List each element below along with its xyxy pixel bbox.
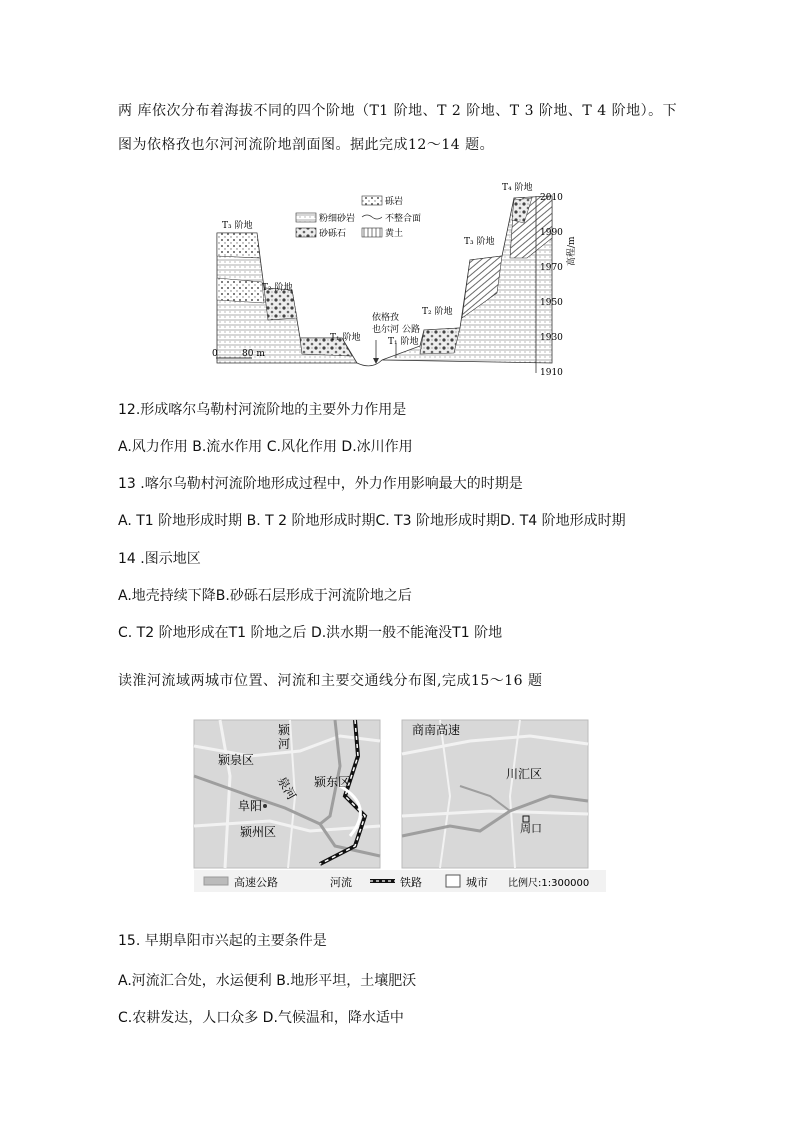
- intro-maps: 读淮河流域两城市位置、河流和主要交通线分布图,完成15～16 题: [118, 673, 543, 689]
- tick-1970: 1970: [540, 263, 563, 273]
- map-label-quanhe: 泉河: [274, 774, 299, 803]
- label-t1-right: T₁ 阶地: [388, 337, 419, 347]
- axis-label-elevation: 高程/m: [567, 236, 577, 266]
- intro-line-1: 两 库依次分布着海拔不同的四个阶地（T1 阶地、T 2 阶地、T 3 阶地、T 4 阶地）。下: [118, 103, 678, 119]
- map-label-he: 河: [278, 737, 291, 751]
- tick-1910: 1910: [540, 368, 563, 378]
- legend-railway: 铁路: [400, 876, 422, 889]
- city-maps-figure: [190, 716, 610, 894]
- question-15-options-2: C.农耕发达，人口众多 D.气候温和，降水适中: [118, 1010, 404, 1026]
- zhoukou-map: [402, 720, 588, 868]
- legend-loess: 黄土: [385, 229, 404, 239]
- question-12: 12.形成喀尔乌勒村河流阶地的主要外力作用是: [118, 402, 407, 418]
- question-14-options-2: C. T2 阶地形成在T1 阶地之后 D.洪水期一般不能淹没T1 阶地: [118, 625, 503, 641]
- question-15-options-1: A.河流汇合处，水运便利 B.地形平坦，土壤肥沃: [118, 973, 417, 989]
- label-river-name-2: 也尔河: [372, 325, 400, 335]
- question-15: 15. 早期阜阳市兴起的主要条件是: [118, 933, 327, 949]
- question-14-options-1: A.地壳持续下降B.砂砾石层形成于河流阶地之后: [118, 588, 412, 604]
- legend-city: 城市: [466, 876, 488, 889]
- question-13: 13 .喀尔乌勒村河流阶地形成过程中，外力作用影响最大的时期是: [118, 476, 523, 492]
- scale-zero: 0: [212, 349, 218, 359]
- map-label-yingdong: 颍东区: [314, 775, 351, 789]
- map-legend: [194, 870, 606, 892]
- map-label-yingquan: 颍泉区: [218, 753, 255, 767]
- label-t3-left: T₃ 阶地: [222, 221, 253, 231]
- question-12-options: A.风力作用 B.流水作用 C.风化作用 D.冰川作用: [118, 439, 413, 455]
- map-label-chuanhui: 川汇区: [506, 767, 543, 781]
- tick-1990: 1990: [540, 228, 563, 238]
- legend-gravel-rock: 砾岩: [385, 197, 404, 207]
- label-t1-left: T₁ 阶地: [330, 333, 361, 343]
- scale-length: 80 m: [242, 349, 265, 359]
- question-14: 14 .图示地区: [118, 551, 201, 567]
- label-road: 公路: [402, 325, 421, 335]
- tick-1950: 1950: [540, 298, 563, 308]
- map-label-fuyang: 阜阳: [238, 799, 263, 813]
- legend-silt-sandstone: 粉细砂岩: [319, 214, 356, 224]
- question-13-options: A. T1 阶地形成时期 B. T 2 阶地形成时期C. T3 阶地形成时期D. T4 阶地形成时期: [118, 513, 626, 529]
- legend-scale: 比例尺:1:300000: [508, 878, 590, 889]
- terrace-profile-figure: [202, 178, 580, 378]
- label-t2-left: T₂ 阶地: [262, 283, 293, 293]
- legend-river: 河流: [330, 876, 352, 889]
- legend-sand-gravel: 砂砾石: [319, 229, 347, 239]
- tick-2010: 2010: [540, 193, 563, 203]
- label-t3-right: T₃ 阶地: [464, 237, 495, 247]
- label-t4-right: T₄ 阶地: [502, 183, 533, 193]
- label-t2-right: T₂ 阶地: [422, 307, 453, 317]
- tick-1930: 1930: [540, 333, 563, 343]
- map-label-zhoukou: 周口: [520, 822, 542, 835]
- intro-line-2: 图为依格孜也尔河河流阶地剖面图。据此完成12～14 题。: [118, 137, 495, 153]
- fuyang-map: [194, 720, 380, 868]
- label-river-name-1: 依格孜: [372, 313, 400, 323]
- legend-unconformity: 不整合面: [385, 214, 422, 224]
- map-label-ying: 颍: [278, 723, 291, 737]
- map-label-yingzhou: 颍州区: [240, 825, 277, 839]
- legend-highway: 高速公路: [234, 876, 278, 889]
- map-label-shangnan: 商南高速: [412, 723, 461, 737]
